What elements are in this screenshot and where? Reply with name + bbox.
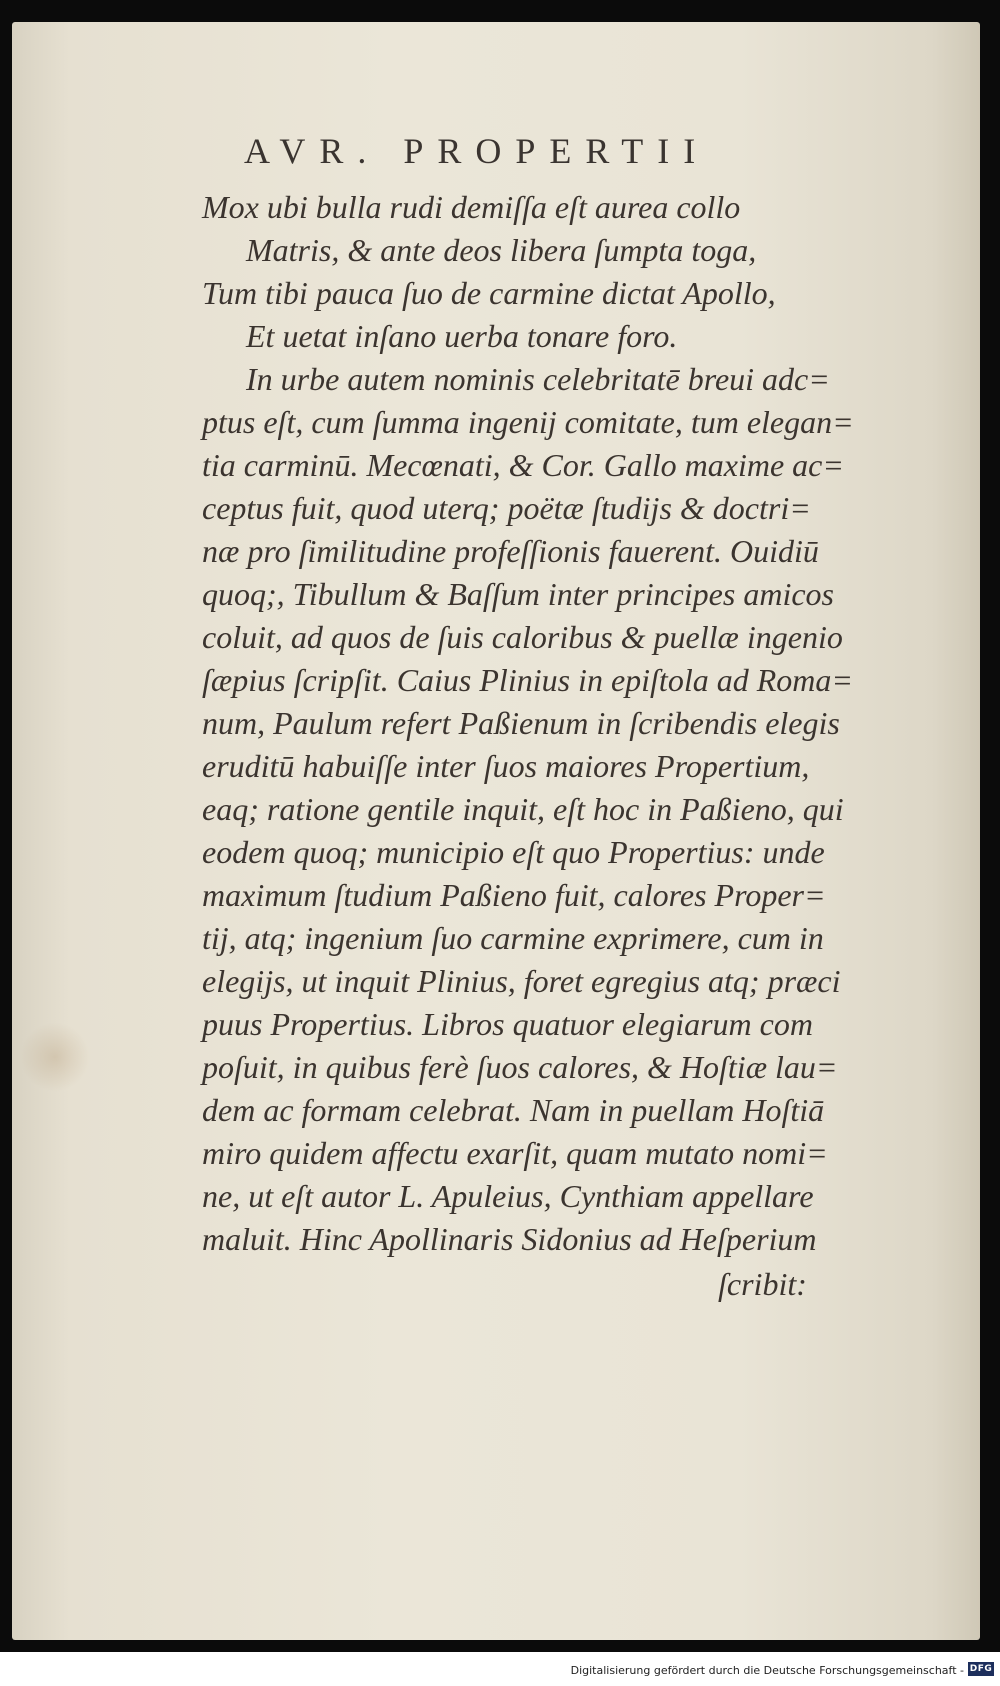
prose-line-4: ceptus fuit, quod uterq; poëtæ ſtudijs & doctri= [202,490,811,526]
verse-line-3: Tum tibi pauca ſuo de carmine dictat Apollo, [202,275,776,311]
prose-line-12: eodem quoq; municipio eſt quo Propertius: unde [202,834,825,870]
verse-line-1: Mox ubi bulla rudi demiſſa eſt aurea collo [202,189,741,225]
digitization-credit: Digitalisierung gefördert durch die Deutsche Forschungsgemeinschaft - [570,1664,964,1677]
book-page [12,22,980,1640]
prose-line-16: puus Propertius. Libros quatuor elegiarum com [202,1006,813,1042]
footer-bar [0,1652,1000,1686]
prose-line-3: tia carminū. Mecœnati, & Cor. Gallo maxime ac= [202,447,844,483]
prose-line-19: miro quidem affectu exarſit, quam mutato nomi= [202,1135,828,1171]
verse-line-4: Et uetat inſano uerba tonare foro. [246,318,678,354]
prose-line-8: ſæpius ſcripſit. Caius Plinius in epiſtola ad Roma= [202,662,853,698]
prose-line-20: ne, ut eſt autor L. Apuleius, Cynthiam appellare [202,1178,814,1214]
running-head: AVR. PROPERTII [244,131,710,171]
verse-line-2: Matris, & ante deos libera ſumpta toga, [246,232,757,268]
prose-line-11: eaq; ratione gentile inquit, eſt hoc in Paßieno, qui [202,791,844,827]
prose-line-21: maluit. Hinc Apollinaris Sidonius ad Heſperium [202,1221,817,1257]
prose-line-15: elegijs, ut inquit Plinius, foret egregius atq; præci [202,963,841,999]
prose-line-10: eruditū habuiſſe inter ſuos maiores Propertium, [202,748,810,784]
prose-line-9: num, Paulum refert Paßienum in ſcribendis elegis [202,705,840,741]
prose-line-7: coluit, ad quos de ſuis caloribus & puellæ ingenio [202,619,843,655]
prose-line-5: næ pro ſimilitudine profeſſionis fauerent. Ouidiū [202,533,819,569]
prose-line-18: dem ac formam celebrat. Nam in puellam Hoſtiā [202,1092,825,1128]
prose-line-1: In urbe autem nominis celebritatē breui adc= [246,361,830,397]
page-text [12,22,980,1640]
prose-line-17: poſuit, in quibus ferè ſuos calores, & Hoſtiæ lau= [202,1049,838,1085]
dfg-logo: DFG [969,1664,993,1674]
prose-line-13: maximum ſtudium Paßieno fuit, calores Proper= [202,877,826,913]
prose-line-14: tij, atq; ingenium ſuo carmine exprimere, cum in [202,920,824,956]
catchword: ſcribit: [718,1266,807,1302]
prose-line-2: ptus eſt, cum ſumma ingenij comitate, tum elegan= [202,404,854,440]
prose-line-6: quoq;, Tibullum & Baſſum inter principes amicos [202,576,834,612]
